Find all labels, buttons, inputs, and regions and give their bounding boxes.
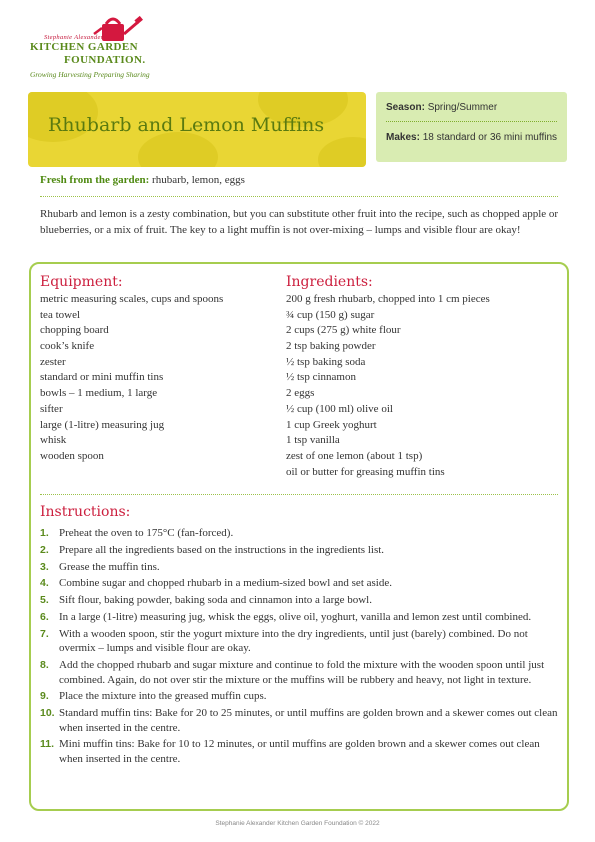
- ingredient-item: 1 tsp vanilla: [286, 434, 340, 447]
- instruction-step: [40, 658, 560, 687]
- step-number: 4.: [40, 577, 49, 590]
- instruction-step: [40, 737, 560, 766]
- makes-label: Makes:: [386, 132, 420, 143]
- season-value: Spring/Summer: [427, 102, 498, 113]
- instructions-heading: Instructions:: [40, 504, 131, 520]
- fresh-value: rhubarb, lemon, eggs: [152, 174, 245, 186]
- instruction-step: [40, 610, 560, 625]
- step-text: Mini muffin tins: Bake for 10 to 12 minutes, or until muffins are golden brown and a skewer comes out clean when inserted in the centre.: [59, 738, 540, 765]
- step-number: 9.: [40, 690, 49, 703]
- ingredient-item: 2 eggs: [286, 387, 315, 400]
- ingredient-item: 200 g fresh rhubarb, chopped into 1 cm pieces: [286, 293, 490, 305]
- step-number: 5.: [40, 594, 49, 607]
- footer-copyright: Stephanie Alexander Kitchen Garden Foundation © 2022: [215, 820, 380, 827]
- season-makes-box: [376, 92, 567, 162]
- dotted-divider: [40, 494, 558, 495]
- dotted-divider: [386, 121, 557, 122]
- ingredient-item: ¾ cup (150 g) sugar: [286, 308, 375, 321]
- season-label: Season:: [386, 102, 425, 113]
- step-text: Standard muffin tins: Bake for 20 to 25 minutes, or until muffins are golden brown and a skewer comes out clean when inserted in the centre.: [59, 707, 558, 734]
- instruction-step: [40, 689, 560, 704]
- equipment-item: sifter: [40, 402, 63, 415]
- step-number: 1.: [40, 527, 49, 539]
- equipment-item: whisk: [40, 434, 67, 447]
- equipment-item: metric measuring scales, cups and spoons: [40, 293, 224, 305]
- fresh-label: Fresh from the garden:: [40, 174, 150, 186]
- ingredients-list: [286, 292, 490, 480]
- ingredient-item: 2 tsp baking powder: [286, 340, 376, 353]
- equipment-item: wooden spoon: [40, 449, 104, 462]
- step-number: 11.: [40, 738, 55, 751]
- step-number: 7.: [40, 627, 49, 640]
- equipment-item: tea towel: [40, 308, 81, 321]
- page-title: Rhubarb and Lemon Muffins: [48, 114, 325, 136]
- step-text: Preheat the oven to 175°C (fan-forced).: [59, 527, 234, 539]
- title-banner: [28, 92, 366, 167]
- banner-decoration: [318, 137, 366, 167]
- instruction-step: [40, 526, 560, 541]
- equipment-item: standard or mini muffin tins: [40, 371, 164, 384]
- equipment-heading: Equipment:: [40, 274, 123, 290]
- instruction-step: [40, 543, 560, 558]
- logo-tagline: Growing Harvesting Preparing Sharing: [30, 70, 150, 79]
- equipment-item: chopping board: [40, 324, 109, 337]
- step-text: Place the mixture into the greased muffin cups.: [59, 690, 267, 703]
- banner-decoration: [138, 132, 218, 167]
- dotted-divider: [40, 196, 558, 197]
- step-text: With a wooden spoon, stir the yogurt mixture into the dry ingredients, until just (barely) combined. Do not overmix – lumps and visible flour are okay.: [59, 627, 528, 655]
- ingredient-item: ½ cup (100 ml) olive oil: [286, 402, 393, 415]
- instruction-step: [40, 593, 560, 608]
- ingredient-item: 1 cup Greek yoghurt: [286, 418, 377, 431]
- instruction-step: [40, 706, 560, 735]
- equipment-item: large (1-litre) measuring jug: [40, 418, 165, 431]
- ingredient-item: 2 cups (275 g) white flour: [286, 324, 401, 337]
- step-number: 6.: [40, 610, 49, 623]
- step-text: Prepare all the ingredients based on the instructions in the ingredients list.: [59, 543, 385, 556]
- step-text: In a large (1-litre) measuring jug, whisk the eggs, olive oil, yoghurt, vanilla and lemon zest until combined.: [59, 610, 532, 623]
- step-text: Sift flour, baking powder, baking soda and cinnamon into a large bowl.: [59, 594, 372, 607]
- step-text: Combine sugar and chopped rhubarb in a medium-sized bowl and set aside.: [59, 577, 392, 590]
- step-number: 10.: [40, 707, 55, 720]
- ingredient-item: oil or butter for greasing muffin tins: [286, 465, 445, 478]
- logo-text-line2: KITCHEN GARDEN: [30, 41, 138, 53]
- instruction-step: [40, 576, 560, 591]
- makes-value: 18 standard or 36 mini muffins: [422, 132, 558, 143]
- equipment-item: bowls – 1 medium, 1 large: [40, 387, 158, 400]
- instruction-step: [40, 627, 560, 656]
- instruction-step: [40, 560, 560, 575]
- fresh-from-garden: [40, 174, 245, 186]
- ingredient-item: ½ tsp cinnamon: [286, 371, 356, 384]
- ingredients-heading: Ingredients:: [286, 274, 373, 290]
- logo-text-line1: Stephanie Alexander: [44, 34, 104, 41]
- ingredient-item: ½ tsp baking soda: [286, 355, 366, 368]
- equipment-list: [40, 292, 223, 465]
- foundation-logo: [30, 14, 190, 86]
- step-text: Grease the muffin tins.: [59, 560, 160, 573]
- step-text: Add the chopped rhubarb and sugar mixture and continue to fold the mixture with the wooden spoon until just combined. Again, do not over stir the mixture or the muffins will be rubbery and heavy, not light in texture.: [59, 659, 545, 686]
- intro-paragraph: Rhubarb and lemon is a zesty combination, but you can substitute other fruit into the recipe, such as chopped apple or blueberries, or a mix of fruit. The key to a light muffin is not over-mixing – lumps and visible flour are okay!: [40, 208, 559, 236]
- equipment-item: zester: [40, 355, 66, 368]
- step-number: 2.: [40, 543, 49, 556]
- makes-row: [386, 132, 561, 144]
- instructions-list: [40, 526, 560, 769]
- logo-text-line3: FOUNDATION.: [64, 54, 146, 66]
- equipment-item: cook’s knife: [40, 340, 95, 353]
- ingredient-item: zest of one lemon (about 1 tsp): [286, 449, 423, 462]
- step-number: 3.: [40, 560, 49, 573]
- step-number: 8.: [40, 659, 49, 672]
- season-row: [386, 102, 497, 113]
